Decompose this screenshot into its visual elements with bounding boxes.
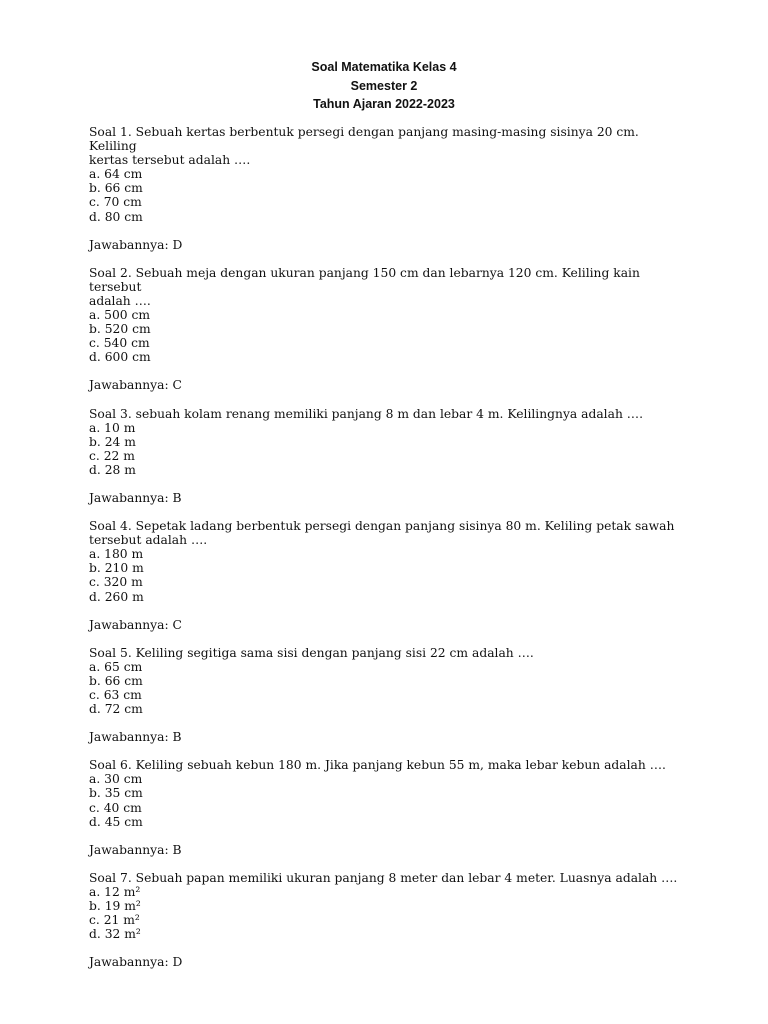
answer-option: a. 12 m² [89, 884, 141, 899]
answer-option: d. 45 cm [89, 814, 143, 829]
question-text: tersebut adalah …. [89, 533, 208, 548]
answer-option: a. 500 cm [89, 308, 151, 323]
answer-option: a. 65 cm [89, 659, 143, 674]
question-list [89, 125, 689, 983]
question-block [89, 407, 689, 506]
answer-option: c. 540 cm [89, 336, 150, 351]
answer-key: Jawabannya: C [89, 378, 182, 393]
answer-key: Jawabannya: B [89, 490, 182, 505]
question-text: kertas tersebut adalah …. [89, 153, 251, 168]
answer-option: b. 210 m [89, 561, 144, 576]
question-block [89, 519, 689, 632]
answer-option: b. 35 cm [89, 786, 143, 801]
question-text: Soal 2. Sebuah meja dengan ukuran panjang 150 cm dan lebarnya 120 cm. Keliling kain tersebut [89, 265, 640, 294]
question-text: Soal 6. Keliling sebuah kebun 180 m. Jika panjang kebun 55 m, maka lebar kebun adalah …. [89, 758, 666, 773]
answer-option: a. 10 m [89, 420, 136, 435]
question-text: Soal 5. Keliling segitiga sama sisi dengan panjang sisi 22 cm adalah …. [89, 645, 534, 660]
answer-key: Jawabannya: D [89, 237, 183, 252]
answer-key: Jawabannya: D [89, 955, 183, 970]
answer-option: b. 66 cm [89, 673, 143, 688]
document-year: Tahun Ajaran 2022-2023 [313, 97, 455, 111]
answer-option: a. 64 cm [89, 167, 143, 182]
answer-option: a. 180 m [89, 547, 144, 562]
answer-option: d. 600 cm [89, 350, 151, 365]
answer-option: c. 40 cm [89, 800, 142, 815]
answer-option: d. 32 m² [89, 927, 141, 942]
document-title: Soal Matematika Kelas 4 [311, 60, 457, 74]
answer-option: c. 21 m² [89, 913, 140, 928]
question-block [89, 758, 689, 857]
answer-option: c. 320 m [89, 575, 143, 590]
answer-option: b. 24 m [89, 434, 136, 449]
answer-option: d. 72 cm [89, 702, 143, 717]
answer-option: b. 66 cm [89, 181, 143, 196]
answer-option: d. 260 m [89, 589, 144, 604]
question-text: Soal 1. Sebuah kertas berbentuk persegi dengan panjang masing-masing sisinya 20 cm. Keliling [89, 125, 639, 154]
question-block [89, 871, 689, 970]
question-block [89, 646, 689, 745]
question-text: Soal 3. sebuah kolam renang memiliki panjang 8 m dan lebar 4 m. Kelilingnya adalah …. [89, 406, 643, 421]
question-text: Soal 4. Sepetak ladang berbentuk persegi dengan panjang sisinya 80 m. Keliling petak sawah [89, 519, 675, 534]
answer-option: d. 80 cm [89, 209, 143, 224]
question-text: adalah …. [89, 293, 151, 308]
answer-option: c. 63 cm [89, 688, 142, 702]
answer-key: Jawabannya: C [89, 617, 182, 632]
document-header [0, 58, 768, 114]
answer-option: d. 28 m [89, 462, 136, 477]
answer-option: b. 520 cm [89, 322, 151, 337]
question-block [89, 125, 689, 252]
answer-key: Jawabannya: B [89, 842, 182, 857]
question-block [89, 266, 689, 393]
answer-option: a. 30 cm [89, 772, 143, 787]
answer-option: c. 70 cm [89, 195, 142, 210]
answer-option: b. 19 m² [89, 899, 141, 914]
answer-key: Jawabannya: B [89, 730, 182, 745]
answer-option: c. 22 m [89, 448, 135, 463]
question-text: Soal 7. Sebuah papan memiliki ukuran panjang 8 meter dan lebar 4 meter. Luasnya adalah …. [89, 870, 678, 885]
document-semester: Semester 2 [350, 78, 418, 93]
